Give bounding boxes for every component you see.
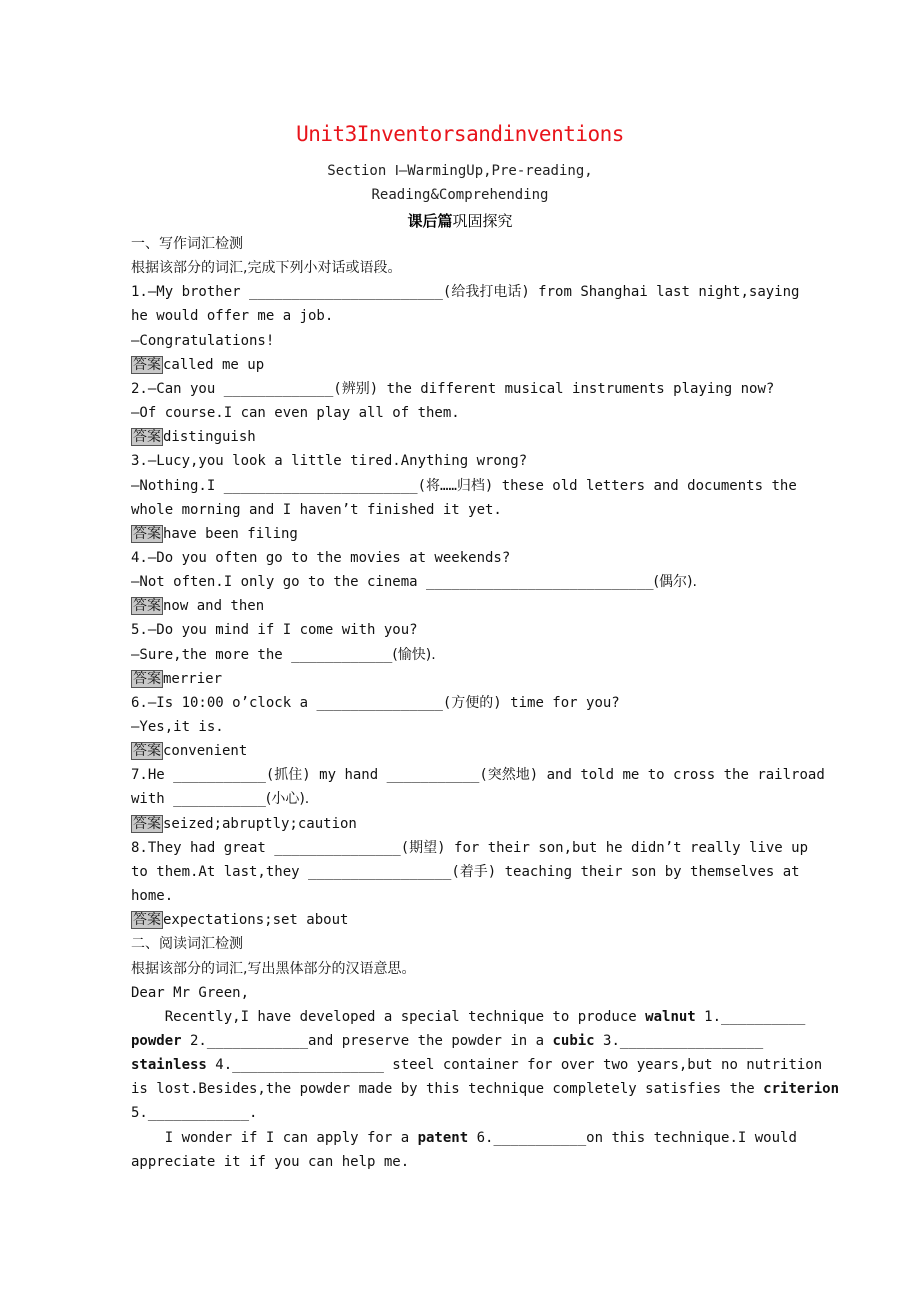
text-segment: 3. (594, 1032, 620, 1049)
text-segment: 5. (131, 1105, 148, 1122)
answer-label: 答案 (133, 525, 161, 542)
bold-term: powder (131, 1032, 182, 1049)
document-line (131, 718, 224, 736)
answer-label: 答案 (133, 743, 161, 760)
document-line (131, 380, 774, 398)
text-segment: to them.At last,they (131, 863, 309, 880)
text-segment: I wonder if I can apply for a (131, 1129, 418, 1146)
document-line (131, 815, 357, 833)
text-segment: —Congratulations! (131, 332, 275, 349)
text-segment: (方便的) time for you? (442, 694, 620, 711)
text-segment: 一、写作词汇检测 (131, 236, 243, 252)
heading-rest: 巩固探究 (452, 212, 513, 230)
text-segment: 二、阅读词汇检测 (131, 936, 243, 953)
text-segment: (着手) teaching their son by themselves at (451, 863, 800, 880)
bold-term: patent (417, 1129, 469, 1146)
text-segment: 根据该部分的词汇,完成下列小对话或语段。 (131, 260, 402, 277)
answer-blank[interactable]: ___________________________ (426, 574, 654, 591)
text-segment: (将……归档) these old letters and documents the (417, 477, 797, 494)
document-line (131, 790, 309, 808)
text-segment: —Of course.I can even play all of them. (131, 405, 460, 422)
text-segment: whole morning and I haven’t finished it yet. (131, 501, 502, 518)
document-line (131, 1032, 763, 1050)
text-segment: expectations;set about (163, 912, 349, 929)
document-line (131, 1129, 797, 1147)
document-line (131, 742, 247, 760)
document-line (131, 887, 173, 905)
answer-blank[interactable]: ___________ (173, 791, 266, 808)
answer-blank[interactable]: ___________ (386, 767, 480, 784)
text-segment: 5.—Do you mind if I come with you? (131, 622, 418, 639)
document-line (131, 984, 249, 1002)
answer-blank[interactable]: ____________ (206, 1032, 309, 1049)
text-segment: —Yes,it is. (131, 719, 224, 735)
document-line (131, 404, 460, 422)
text-segment: merrier (163, 670, 223, 687)
answer-blank[interactable]: __________ (721, 1008, 806, 1025)
document-line (131, 259, 401, 277)
answer-label: 答案 (133, 815, 161, 832)
text-segment: 根据该部分的词汇,写出黑体部分的汉语意思。 (131, 960, 416, 977)
bold-term: walnut (645, 1008, 696, 1025)
document-line (131, 766, 825, 784)
text-segment: (突然地) and told me to cross the railroad (479, 767, 825, 784)
document-line (131, 501, 502, 519)
text-segment: seized;abruptly;caution (163, 815, 357, 832)
answer-label: 答案 (133, 356, 161, 373)
answer-label: 答案 (133, 429, 161, 446)
text-segment: 1.—My brother (131, 284, 250, 301)
text-segment: —Sure,the more the (131, 646, 292, 663)
text-segment: 4.—Do you often go to the movies at weekends? (131, 549, 511, 566)
document-line (131, 332, 274, 350)
bold-term: cubic (552, 1032, 595, 1049)
text-segment: on this technique.I would (586, 1129, 797, 1146)
text-segment: 2.—Can you (131, 380, 224, 397)
text-segment: (给我打电话) from Shanghai last night,saying (442, 284, 800, 301)
text-segment: Dear Mr Green, (131, 984, 250, 1001)
text-segment: called me up (163, 356, 265, 373)
section-subtitle-continued: Reading&Comprehending (371, 187, 549, 203)
answer-blank[interactable]: ____________ (147, 1105, 250, 1122)
answer-label: 答案 (133, 598, 161, 615)
document-line (131, 477, 797, 495)
document-line (131, 839, 808, 857)
text-segment: with (131, 791, 174, 808)
document-line (131, 1008, 805, 1026)
text-segment: (辨别) the different musical instruments playing now? (333, 380, 775, 397)
document-line (131, 960, 415, 978)
text-segment: 1. (695, 1008, 722, 1025)
section-heading (0, 210, 920, 231)
document-line (131, 573, 697, 591)
text-segment: is lost.Besides,the powder made by this technique completely satisfies the (131, 1081, 764, 1098)
answer-blank[interactable]: ___________ (173, 767, 266, 784)
bold-term: criterion (763, 1081, 840, 1098)
text-segment: 2. (181, 1032, 207, 1049)
document-line (131, 452, 527, 470)
answer-blank[interactable]: _________________ (308, 863, 452, 880)
document-line (131, 235, 243, 253)
document-line (131, 670, 222, 688)
text-segment: home. (131, 888, 174, 905)
document-line (131, 935, 243, 953)
bold-term: stainless (131, 1057, 207, 1074)
document-line (131, 356, 264, 374)
text-segment: have been filing (163, 525, 298, 542)
answer-blank[interactable]: ____________ (291, 646, 393, 663)
answer-blank[interactable]: _________________ (619, 1032, 764, 1049)
answer-label: 答案 (133, 912, 161, 929)
document-line (131, 621, 418, 639)
text-segment: now and then (163, 598, 265, 615)
text-segment: convenient (163, 743, 248, 760)
document-line (131, 911, 348, 929)
document-line (131, 694, 620, 712)
text-segment: (期望) for their son,but he didn’t really live up (400, 839, 809, 856)
text-segment: 6.—Is 10:00 o’clock a (131, 694, 317, 711)
text-segment: (小心). (265, 791, 310, 808)
text-segment: steel container for over two years,but no nutrition (383, 1057, 823, 1074)
document-line (131, 1153, 409, 1171)
answer-blank[interactable]: _____________ (223, 380, 334, 397)
document-line (131, 1080, 839, 1098)
text-segment: —Not often.I only go to the cinema (131, 574, 427, 591)
heading-bold: 课后篇 (407, 212, 453, 230)
text-segment: and preserve the powder in a (308, 1032, 553, 1049)
document-line (131, 549, 510, 567)
text-segment: 3.—Lucy,you look a little tired.Anything wrong? (131, 453, 528, 470)
text-segment: 7.He (131, 767, 174, 784)
document-title: Unit3Inventorsandinventions (296, 122, 624, 146)
text-segment: 8.They had great (131, 839, 275, 856)
text-segment: distinguish (163, 429, 256, 446)
text-segment: (偶尔). (653, 574, 697, 591)
document-line (131, 1104, 257, 1122)
document-line (131, 863, 800, 881)
text-segment: (愉快). (392, 646, 436, 663)
text-segment: he would offer me a job. (131, 308, 334, 325)
document-line (131, 646, 436, 664)
document-line (131, 428, 256, 446)
text-segment: Recently,I have developed a special technique to produce (131, 1008, 646, 1025)
document-line (131, 597, 264, 615)
document-line (131, 283, 799, 301)
text-segment: . (249, 1105, 258, 1122)
answer-label: 答案 (133, 670, 161, 687)
document-line (131, 525, 298, 543)
answer-blank[interactable]: ___________ (493, 1129, 587, 1146)
answer-blank[interactable]: _______________ (274, 839, 401, 856)
section-subtitle: Section Ⅰ—WarmingUp,Pre-reading, (327, 163, 593, 179)
document-line (131, 1056, 822, 1074)
text-segment: appreciate it if you can help me. (131, 1153, 410, 1170)
answer-blank[interactable]: _______________ (316, 694, 443, 711)
document-line (131, 307, 333, 325)
answer-blank[interactable]: _______________________ (249, 284, 443, 301)
text-segment: 4. (206, 1057, 233, 1074)
text-segment: —Nothing.I (131, 477, 224, 494)
answer-blank[interactable]: __________________ (232, 1057, 384, 1074)
answer-blank[interactable]: _______________________ (223, 477, 418, 494)
text-segment: 6. (468, 1129, 494, 1146)
text-segment: (抓住) my hand (265, 767, 387, 784)
